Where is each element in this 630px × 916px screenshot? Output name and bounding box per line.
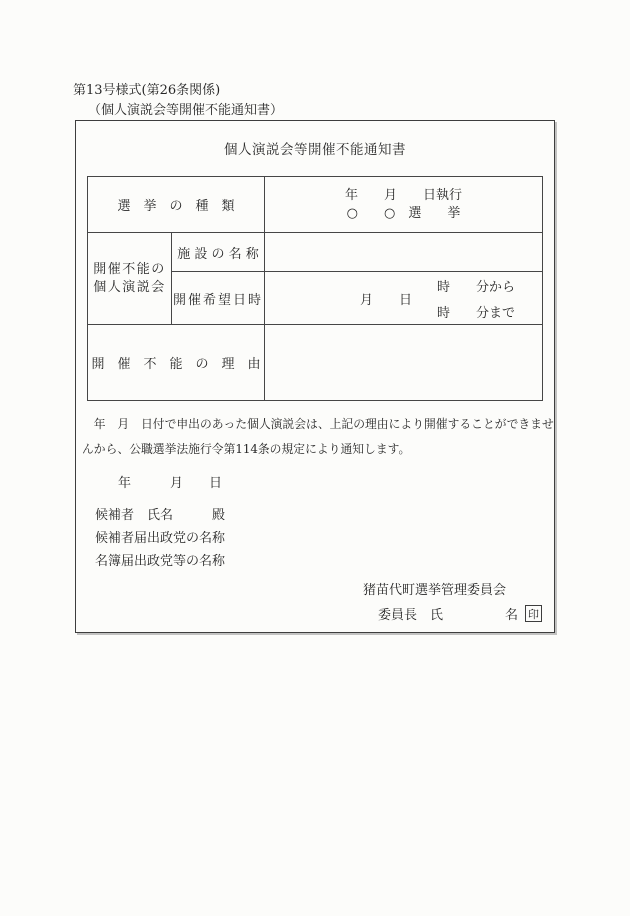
election-type-label-cell <box>88 177 265 233</box>
signature-chairman-line <box>378 604 542 623</box>
form-number: 第13号様式(第26条関係) <box>73 83 221 98</box>
election-type-value-cell <box>265 177 543 233</box>
table-row-facility <box>88 233 543 272</box>
desired-month-day-text: 月 日 <box>360 292 413 308</box>
body-paragraph <box>82 412 554 462</box>
desired-time-from: 時 分から <box>437 279 516 295</box>
inable-meeting-label-cell <box>88 233 172 325</box>
inable-label-line1: 開催不能の <box>93 262 166 277</box>
body-line-1: 年 月 日付で申出のあった個人演説会は、上記の理由により開催することができませ <box>82 417 554 431</box>
signature-organization: 猪苗代町選挙管理委員会 <box>363 583 507 598</box>
issue-date-line: 年 月 日 <box>118 476 223 491</box>
desired-datetime-value-cell <box>265 272 543 325</box>
election-exec-line: 年 月 日執行 <box>344 188 462 203</box>
addressee-list-party: 名簿届出政党等の名称 <box>95 554 226 569</box>
table-row-reason <box>88 325 543 401</box>
addressee-candidate: 候補者 氏名 殿 <box>95 508 226 523</box>
facility-name-value-cell <box>265 233 543 272</box>
form-table <box>87 176 543 401</box>
reason-label: 開 催 不 能 の 理 由 <box>91 357 261 372</box>
chairman-label: 委員長 氏 <box>378 608 444 623</box>
form-border-box <box>75 120 555 633</box>
election-name-line: ○ ○ 選 挙 <box>346 205 461 221</box>
facility-name-label-cell <box>172 233 265 272</box>
form-subtitle: （個人演説会等開催不能通知書） <box>88 103 284 118</box>
inable-label-line2: 個人演説会 <box>93 279 166 295</box>
addressee-block <box>95 504 225 573</box>
desired-datetime-label: 開催希望日時 <box>172 292 263 308</box>
desired-time-to: 時 分まで <box>437 305 516 321</box>
document-title: 個人演説会等開催不能通知書 <box>224 142 406 158</box>
table-row-election-type <box>88 177 543 233</box>
reason-value-cell <box>265 325 543 401</box>
facility-name-label: 施 設 の 名 称 <box>177 246 259 262</box>
desired-datetime-label-cell <box>172 272 265 325</box>
addressee-candidate-party: 候補者届出政党の名称 <box>95 531 226 546</box>
seal-mark: 印 <box>525 605 542 622</box>
chairman-name-label: 名 <box>505 608 519 623</box>
desired-time-range <box>437 276 515 321</box>
election-type-label: 選 挙 の 種 類 <box>117 199 235 214</box>
reason-label-cell <box>88 325 265 401</box>
body-line-2: んから、公職選挙法施行令第114条の規定により通知します。 <box>82 442 411 456</box>
